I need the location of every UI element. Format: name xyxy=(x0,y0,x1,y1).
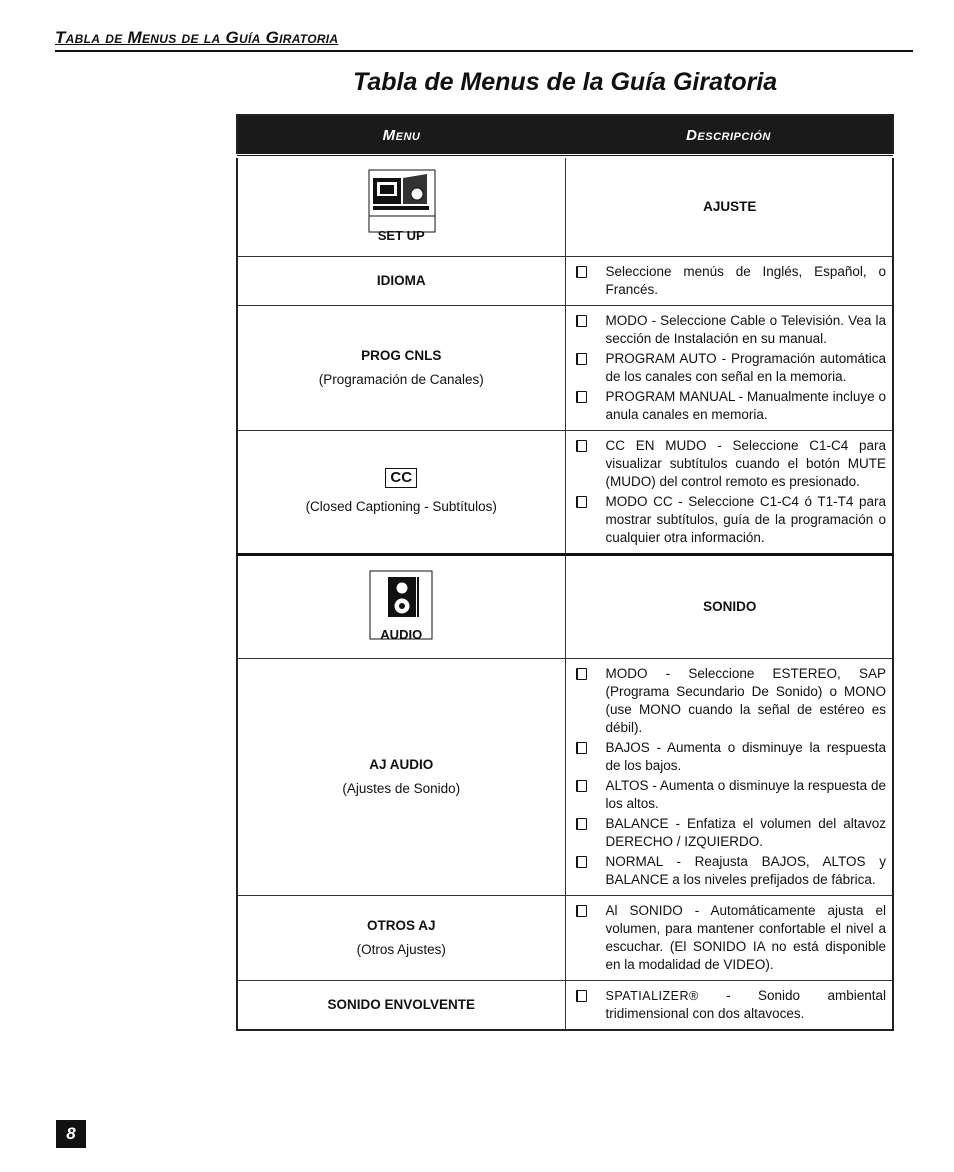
menu-otros-aj xyxy=(237,895,565,980)
list-item xyxy=(574,350,887,386)
bullet-text: - Sonido ambiental tridimensional con dos altavoces. xyxy=(605,987,886,1021)
list-item xyxy=(574,902,887,974)
desc-cc xyxy=(565,430,893,554)
bullet-text: Al SONIDO - Automáticamente ajusta el volumen, para mantener confortable el nivel a escuchar. (El SONIDO IA no está disponible en la modalidad de VIDEO). xyxy=(605,902,886,972)
checkbox-bullet-icon xyxy=(576,780,587,792)
menu-prog-cnls xyxy=(237,305,565,430)
setup-menu-cell xyxy=(237,156,565,256)
checkbox-bullet-icon xyxy=(576,440,587,452)
setup-desc-cell xyxy=(565,156,893,256)
bullet-text: BAJOS - Aumenta o disminuye la respuesta de los bajos. xyxy=(605,739,886,773)
bullet-text: CC EN MUDO - Seleccione C1-C4 para visualizar subtítulos cuando el botón MUTE (MUDO) del control remoto es presionado. xyxy=(605,437,886,489)
list-item xyxy=(574,665,887,737)
list-item xyxy=(574,263,887,299)
menu-table xyxy=(236,114,894,1031)
menu-title: SONIDO ENVOLVENTE xyxy=(327,996,476,1012)
menu-cc xyxy=(237,430,565,554)
audio-icon-label: AUDIO xyxy=(380,627,423,642)
bullet-text: BALANCE - Enfatiza el volumen del altavoz DERECHO / IZQUIERDO. xyxy=(605,815,886,849)
speaker-icon xyxy=(366,569,436,644)
setup-icon xyxy=(363,168,439,245)
menu-subtitle: (Otros Ajustes) xyxy=(356,941,446,957)
spatializer-label: SPATIALIZER® xyxy=(605,988,699,1003)
audio-menu-cell xyxy=(237,554,565,658)
header-rule xyxy=(55,50,913,52)
page-number: 8 xyxy=(56,1120,86,1148)
menu-title: PROG CNLS xyxy=(361,347,442,363)
menu-subtitle: (Ajustes de Sonido) xyxy=(342,780,461,796)
col-header-menu: Menu xyxy=(237,115,565,156)
checkbox-bullet-icon xyxy=(576,266,587,278)
cc-icon: CC xyxy=(385,468,417,488)
checkbox-bullet-icon xyxy=(576,742,587,754)
menu-sonido-envolvente xyxy=(237,980,565,1030)
checkbox-bullet-icon xyxy=(576,353,587,365)
bullet-text: MODO - Seleccione ESTEREO, SAP (Programa Secundario De Sonido) o MONO (use MONO cuando la señal de estéreo es débil). xyxy=(605,665,886,735)
checkbox-bullet-icon xyxy=(576,990,587,1002)
section-header: Tabla de Menus de la Guía Giratoria xyxy=(55,28,339,47)
col-header-description: Descripción xyxy=(565,115,893,156)
checkbox-bullet-icon xyxy=(576,391,587,403)
audio-desc-cell xyxy=(565,554,893,658)
desc-idioma xyxy=(565,256,893,305)
list-item xyxy=(574,987,887,1023)
desc-otros-aj xyxy=(565,895,893,980)
desc-sonido-envolvente xyxy=(565,980,893,1030)
list-item xyxy=(574,437,887,491)
list-item xyxy=(574,493,887,547)
bullet-text: Seleccione menús de Inglés, Español, o Francés. xyxy=(605,263,886,297)
bullet-text: PROGRAM MANUAL - Manualmente incluye o anula canales en memoria. xyxy=(605,388,886,422)
desc-aj-audio xyxy=(565,658,893,895)
bullet-text: MODO CC - Seleccione C1-C4 ó T1-T4 para mostrar subtítulos, guía de la programación o cualquier otra información. xyxy=(605,493,886,545)
bullet-text: ALTOS - Aumenta o disminuye la respuesta de los altos. xyxy=(605,777,886,811)
list-item xyxy=(574,815,887,851)
page-title: Tabla de Menus de la Guía Giratoria xyxy=(353,68,778,96)
checkbox-bullet-icon xyxy=(576,905,587,917)
audio-description: SONIDO xyxy=(703,598,757,614)
list-item xyxy=(574,388,887,424)
list-item xyxy=(574,312,887,348)
menu-title: IDIOMA xyxy=(376,272,426,288)
setup-description: AJUSTE xyxy=(703,198,757,214)
setup-icon-label: SET UP xyxy=(377,228,425,244)
checkbox-bullet-icon xyxy=(576,856,587,868)
checkbox-bullet-icon xyxy=(576,315,587,327)
menu-idioma xyxy=(237,256,565,305)
desc-prog-cnls xyxy=(565,305,893,430)
menu-subtitle: (Programación de Canales) xyxy=(318,371,484,387)
checkbox-bullet-icon xyxy=(576,668,587,680)
menu-title: OTROS AJ xyxy=(366,917,436,933)
list-item xyxy=(574,853,887,889)
bullet-text: MODO - Seleccione Cable o Televisión. Vea la sección de Instalación en su manual. xyxy=(605,312,886,346)
menu-subtitle: (Closed Captioning - Subtítulos) xyxy=(305,498,497,514)
bullet-text: NORMAL - Reajusta BAJOS, ALTOS y BALANCE a los niveles prefijados de fábrica. xyxy=(605,853,886,887)
menu-aj-audio xyxy=(237,658,565,895)
menu-title: AJ AUDIO xyxy=(369,756,434,772)
checkbox-bullet-icon xyxy=(576,818,587,830)
bullet-text: PROGRAM AUTO - Programación automática de los canales con señal en la memoria. xyxy=(605,350,886,384)
checkbox-bullet-icon xyxy=(576,496,587,508)
list-item xyxy=(574,777,887,813)
list-item xyxy=(574,739,887,775)
